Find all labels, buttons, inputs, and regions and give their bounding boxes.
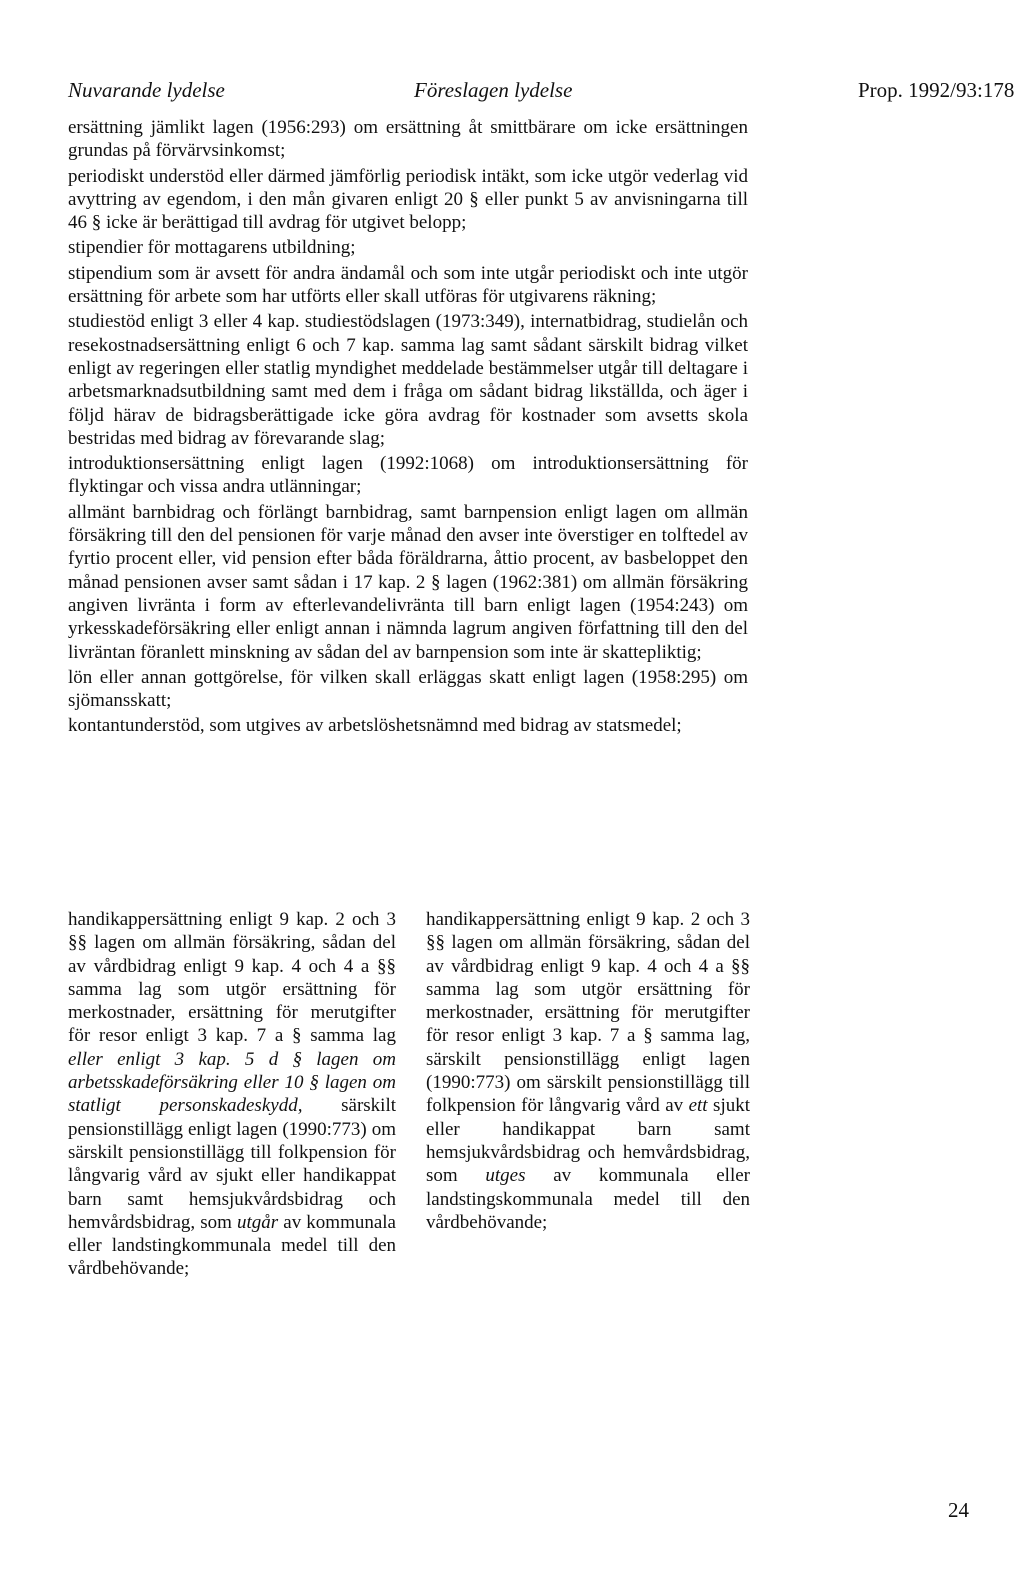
paragraph: kontantunderstöd, som utgives av arbetslöshetsnämnd med bidrag av statsmedel; bbox=[68, 715, 682, 737]
text-run: handikappersättning enligt 9 kap. 2 och 3 §§ lagen om allmän försäkring, sådan del av vårdbidrag enligt 9 kap. 4 och 4 a §§ samma lag som utgör ersättning för merkostnader, ersättning för merutgifter för resor enligt 3 kap. 7 a § samma lag, särskilt pensionstillägg enligt lagen (1990:773) om särskilt pensionstillägg till folkpension för långvarig vård av bbox=[426, 909, 750, 1117]
paragraph: stipendium som är avsett för andra ändamål och som inte utgår periodiskt och inte utgör ersättning för arbete som har utförts eller skall utföras för utgivarens räkning; bbox=[68, 262, 748, 308]
text-run: särskilt pensionstillägg enligt lagen (1990:773) om särskilt pensionstillägg till folkpension för långvarig vård av sjukt eller handikappat barn samt hemsjukvårdsbidrag och hemvårdsbidrag, som bbox=[68, 1095, 397, 1233]
text-run: av kommunala eller landstingskommunala medel till den vårdbehövande; bbox=[426, 1165, 750, 1233]
paragraph: introduktionsersättning enligt lagen (1992:1068) om introduktionsersättning för flyktingar och vissa andra utlänningar; bbox=[68, 453, 748, 498]
italic-run: ett bbox=[688, 1095, 708, 1117]
current-wording-paragraph bbox=[68, 908, 396, 1281]
header-proposition-number: Prop. 1992/93:178 bbox=[858, 78, 1015, 102]
text-run: sjukt eller handikappat barn samt hemsjukvårdsbidrag och hemvårdsbidrag, som bbox=[426, 1095, 751, 1187]
proposed-wording-column bbox=[426, 908, 750, 1234]
full-width-text bbox=[68, 116, 748, 740]
paragraph: stipendier för mottagarens utbildning; bbox=[68, 237, 356, 259]
current-wording-column bbox=[68, 908, 396, 1281]
italic-run: utges bbox=[485, 1165, 526, 1187]
header-current-wording: Nuvarande lydelse bbox=[68, 78, 225, 102]
text-run: av kommunala eller landstingkommunala medel till den vårdbehövande; bbox=[68, 1211, 396, 1280]
proposed-wording-paragraph bbox=[426, 908, 750, 1234]
paragraph: lön eller annan gottgörelse, för vilken skall erläggas skatt enligt lagen (1958:295) om sjömansskatt; bbox=[68, 666, 748, 712]
italic-run: eller enligt 3 kap. 5 d § lagen om arbetsskadeförsäkring eller 10 § lagen om statligt personskadeskydd, bbox=[68, 1048, 396, 1117]
italic-run: utgår bbox=[237, 1211, 279, 1233]
paragraph: ersättning jämlikt lagen (1956:293) om ersättning åt smittbärare om icke ersättningen grundas på förvärvsinkomst; bbox=[68, 117, 748, 162]
page-number: 24 bbox=[948, 1498, 969, 1522]
paragraph: periodiskt understöd eller därmed jämförlig periodisk intäkt, som icke utgör vederlag vid avyttring av egendom, i den mån givaren enligt 20 § eller punkt 5 av anvisningarna till 46 § icke är berättigad till avdrag för utgivet belopp; bbox=[68, 165, 748, 234]
text-run: handikappersättning enligt 9 kap. 2 och 3 §§ lagen om allmän försäkring, sådan del av vårdbidrag enligt 9 kap. 4 och 4 a §§ samma lag som utgör ersättning för merkostnader, ersättning för merutgifter för resor enligt 3 kap. 7 a § samma lag bbox=[68, 909, 396, 1047]
paragraph: allmänt barnbidrag och förlängt barnbidrag, samt barnpension enligt lagen om allmän försäkring till den del pensionen för varje månad den avser inte överstiger en tolftedel av fyrtio procent eller, vid pension efter båda föräldrarna, åttio procent, av basbeloppet den månad pensionen avser samt sådan i 17 kap. 2 § lagen (1962:381) om allmän försäkring angiven livränta i form av efterlevandelivränta till barn enligt lagen (1954:243) om yrkesskadeförsäkring eller enligt annan i nämnda lagrum angiven författning till den del livräntan föranlett minskning av sådan del av barnpension som inte är skattepliktig; bbox=[68, 501, 748, 663]
header-proposed-wording: Föreslagen lydelse bbox=[414, 78, 573, 102]
paragraph: studiestöd enligt 3 eller 4 kap. studiestödslagen (1973:349), internatbidrag, studielån och resekostnadsersättning enligt 6 och 7 kap. samma lag samt sådant särskilt bidrag vilket enligt av regeringen eller statlig myndighet meddelade bestämmelser utgår till deltagare i arbetsmarknadsutbildning samt med dem i fråga om sådant bidrag likställda, och äger i följd härav de bidragsberättigade icke göra avdrag för kostnader som avsetts skola bestridas med bidrag av förevarande slag; bbox=[68, 311, 748, 449]
